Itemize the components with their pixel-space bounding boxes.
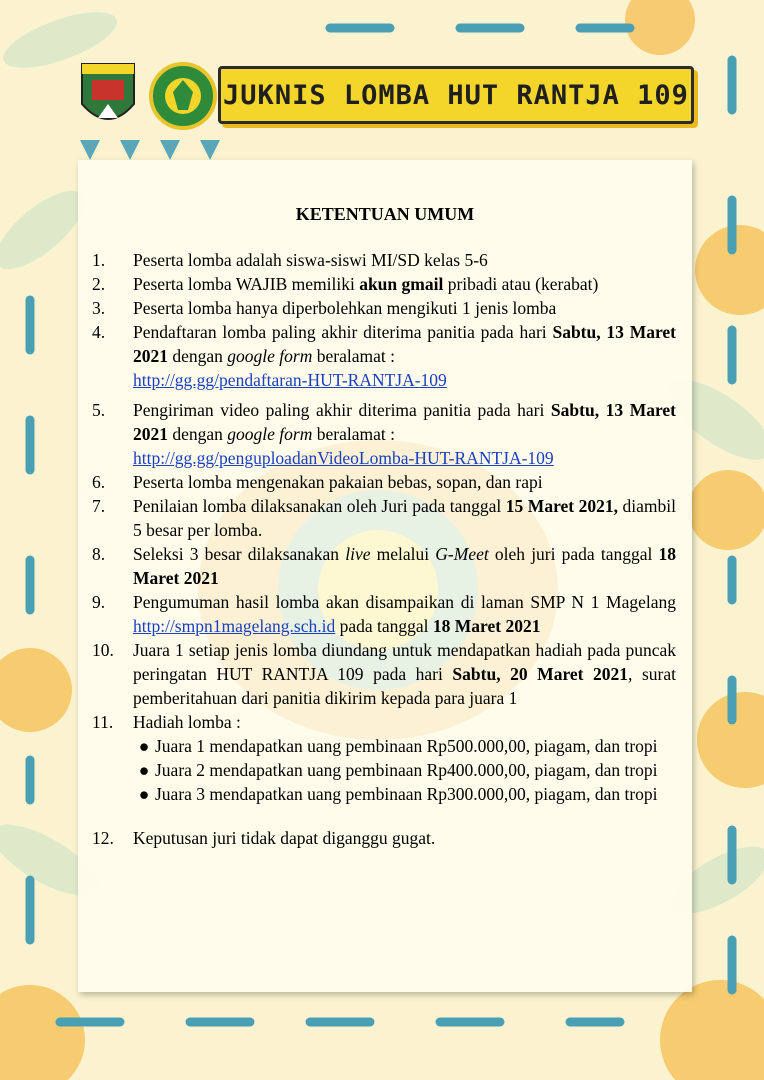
item-number: 1. (92, 250, 106, 270)
item-text: Penilaian lomba dilaksanakan oleh Juri pada tanggal 15 Maret 2021, diambil 5 besar per lomba. (133, 496, 677, 540)
banner-title-text: JUKNIS LOMBA HUT RANTJA 109 (223, 79, 689, 111)
logos (78, 58, 218, 134)
rules-list (92, 248, 676, 850)
video-upload-link[interactable]: http://gg.gg/penguploadanVideoLomba-HUT-RANTJA-109 (133, 448, 554, 468)
bullet-icon: ● (138, 736, 150, 756)
registration-link[interactable]: http://gg.gg/pendaftaran-HUT-RANTJA-109 (133, 370, 447, 390)
item-number: 2. (92, 274, 106, 294)
item-text: Pengiriman video paling akhir diterima panitia pada hari Sabtu, 13 Maret 2021 dengan google form beralamat : http://gg.gg/penguploadanVideoLomba-HUT-RANTJA-109 (133, 400, 677, 468)
item-text: Seleksi 3 besar dilaksanakan live melalui G-Meet oleh juri pada tanggal 18 Maret 2021 (133, 544, 677, 588)
list-item (92, 272, 676, 296)
item-number: 9. (92, 592, 106, 612)
item-text: Pengumuman hasil lomba akan disampaikan di laman SMP N 1 Magelang http://smpn1magelang.sch.id pada tanggal 18 Maret 2021 (133, 592, 676, 636)
item-number: 3. (92, 298, 106, 318)
school-logo-icon (151, 64, 215, 128)
list-item (92, 470, 676, 494)
item-text: Peserta lomba hanya diperbolehkan mengikuti 1 jenis lomba (133, 298, 557, 318)
item-text: Peserta lomba mengenakan pakaian bebas, sopan, dan rapi (133, 472, 543, 492)
item-text: Peserta lomba WAJIB memiliki akun gmail pribadi atau (kerabat) (133, 274, 599, 294)
list-item (92, 320, 676, 392)
bullet-icon: ● (138, 760, 150, 780)
list-item (92, 398, 676, 470)
bullet-icon: ● (138, 784, 150, 804)
item-number: 7. (92, 496, 106, 516)
item-text: Hadiah lomba : ● Juara 1 mendapatkan uang pembinaan Rp500.000,00, piagam, dan tropi ● Juara 2 mendapatkan uang pembinaan Rp400.000,00, piagam, dan tropi ● Juara 3 mendapatkan uang pembinaan Rp300.000,00, piagam, dan tropi (133, 710, 676, 806)
item-number: 12. (92, 828, 114, 848)
school-website-link[interactable]: http://smpn1magelang.sch.id (133, 616, 336, 636)
banner-title (218, 66, 694, 124)
item-text: Keputusan juri tidak dapat diganggu gugat. (133, 828, 436, 848)
section-title: KETENTUAN UMUM (295, 204, 475, 224)
item-number: 4. (92, 322, 106, 342)
item-number: 11. (92, 712, 114, 732)
prize-bullet: ● Juara 1 mendapatkan uang pembinaan Rp500.000,00, piagam, dan tropi (133, 734, 676, 758)
list-item (92, 296, 676, 320)
item-number: 5. (92, 400, 106, 420)
item-text: Juara 1 setiap jenis lomba diundang untuk mendapatkan hadiah pada puncak peringatan HUT RANTJA 109 pada hari Sabtu, 20 Maret 2021, surat pemberitahuan dari panitia dikirim kepada para juara 1 (133, 640, 676, 708)
prize-bullet: ● Juara 2 mendapatkan uang pembinaan Rp400.000,00, piagam, dan tropi (133, 758, 676, 782)
list-item (92, 710, 676, 806)
prize-bullet: ● Juara 3 mendapatkan uang pembinaan Rp300.000,00, piagam, dan tropi (133, 782, 676, 806)
item-text: Pendaftaran lomba paling akhir diterima panitia pada hari Sabtu, 13 Maret 2021 dengan google form beralamat : http://gg.gg/pendaftaran-HUT-RANTJA-109 (133, 322, 677, 390)
item-number: 8. (92, 544, 106, 564)
notice-paper (78, 160, 692, 992)
list-item (92, 248, 676, 272)
item-number: 10. (92, 640, 114, 660)
item-text: Peserta lomba adalah siswa-siswi MI/SD kelas 5-6 (133, 250, 488, 270)
list-item (92, 638, 676, 710)
list-item (92, 826, 676, 850)
list-item (92, 590, 676, 638)
kota-magelang-crest-icon (82, 64, 134, 119)
list-item (92, 542, 676, 590)
list-item (92, 494, 676, 542)
item-number: 6. (92, 472, 106, 492)
